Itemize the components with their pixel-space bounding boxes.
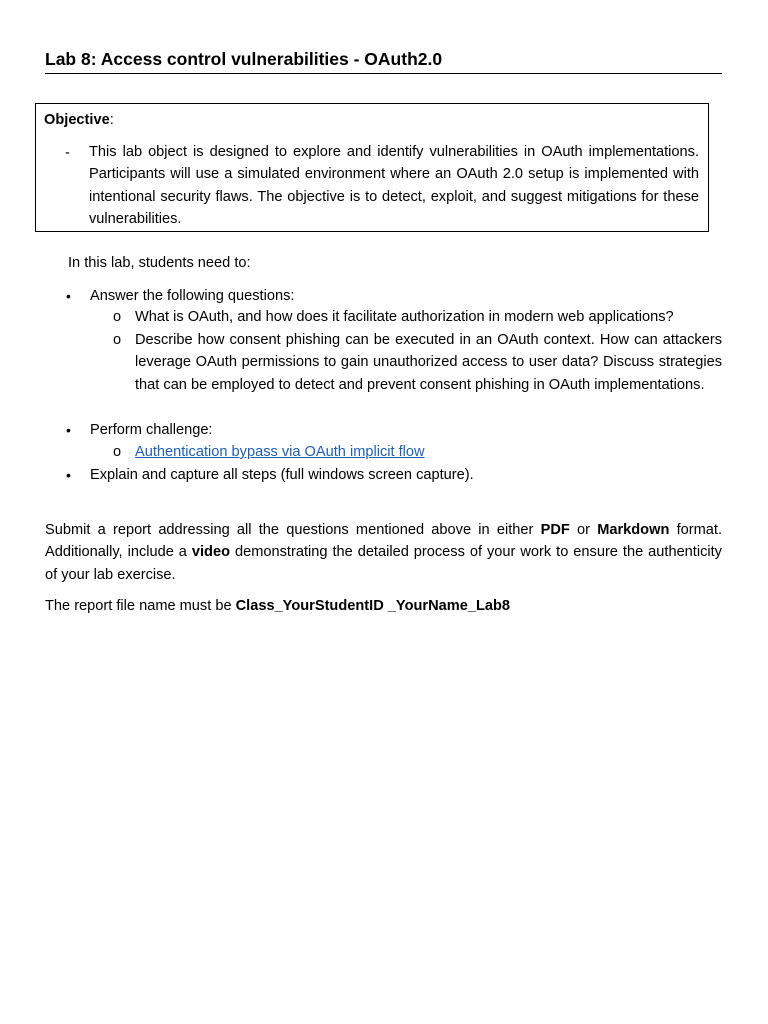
page-title: Lab 8: Access control vulnerabilities - OAuth2.0 bbox=[45, 48, 722, 74]
submit-text: format. Additionally, include a bbox=[45, 522, 723, 561]
question-1: What is OAuth, and how does it facilitate authorization in modern web applications? bbox=[135, 309, 674, 325]
filename-prefix: The report file name must be bbox=[45, 598, 236, 614]
objective-dash: - bbox=[65, 145, 70, 161]
video-keyword: video bbox=[191, 544, 231, 561]
question-2: Describe how consent phishing can be executed in an OAuth context. How can attackers leverage OAuth permissions to gain unauthorized access to user data? Discuss strategies that can be employed to detect and prevent consent phishing in OAuth implementations. bbox=[135, 332, 722, 393]
submit-text: demonstrating the detailed process of your work to ensure the authenticity of your lab exercise. bbox=[45, 544, 722, 583]
task-answer-questions: Answer the following questions: bbox=[90, 288, 295, 304]
objective-text: This lab object is designed to explore and identify vulnerabilities in OAuth implementations. Participants will use a simulated environment where an OAuth 2.0 setup is implemented with intentional security flaws. The objective is to detect, exploit, and suggest mitigations for these vulnerabilities. bbox=[89, 144, 699, 227]
objective-label-line bbox=[44, 110, 114, 130]
submit-text: or bbox=[569, 522, 598, 538]
bullet-marker: • bbox=[66, 288, 71, 304]
sub-bullet-marker: o bbox=[113, 444, 122, 460]
filename-line bbox=[45, 596, 510, 616]
submit-paragraph bbox=[45, 519, 722, 586]
task-explain-capture: Explain and capture all steps (full windows screen capture). bbox=[90, 467, 474, 483]
challenge-link[interactable]: Authentication bypass via OAuth implicit flow bbox=[135, 444, 425, 460]
bullet-marker: • bbox=[66, 467, 71, 483]
format-markdown: Markdown bbox=[597, 522, 670, 538]
objective-box bbox=[35, 103, 709, 232]
task-perform-challenge: Perform challenge: bbox=[90, 422, 213, 438]
submit-text: Submit a report addressing all the questions mentioned above in either bbox=[45, 522, 541, 538]
sub-bullet-marker: o bbox=[113, 332, 122, 348]
objective-label-suffix: : bbox=[109, 112, 114, 128]
format-pdf: PDF bbox=[540, 522, 570, 538]
objective-label: Objective bbox=[44, 112, 110, 128]
sub-bullet-marker: o bbox=[113, 309, 122, 325]
bullet-marker: • bbox=[66, 422, 71, 438]
filename-value: Class_YourStudentID _YourName_Lab8 bbox=[235, 598, 511, 614]
intro-text: In this lab, students need to: bbox=[68, 255, 251, 271]
